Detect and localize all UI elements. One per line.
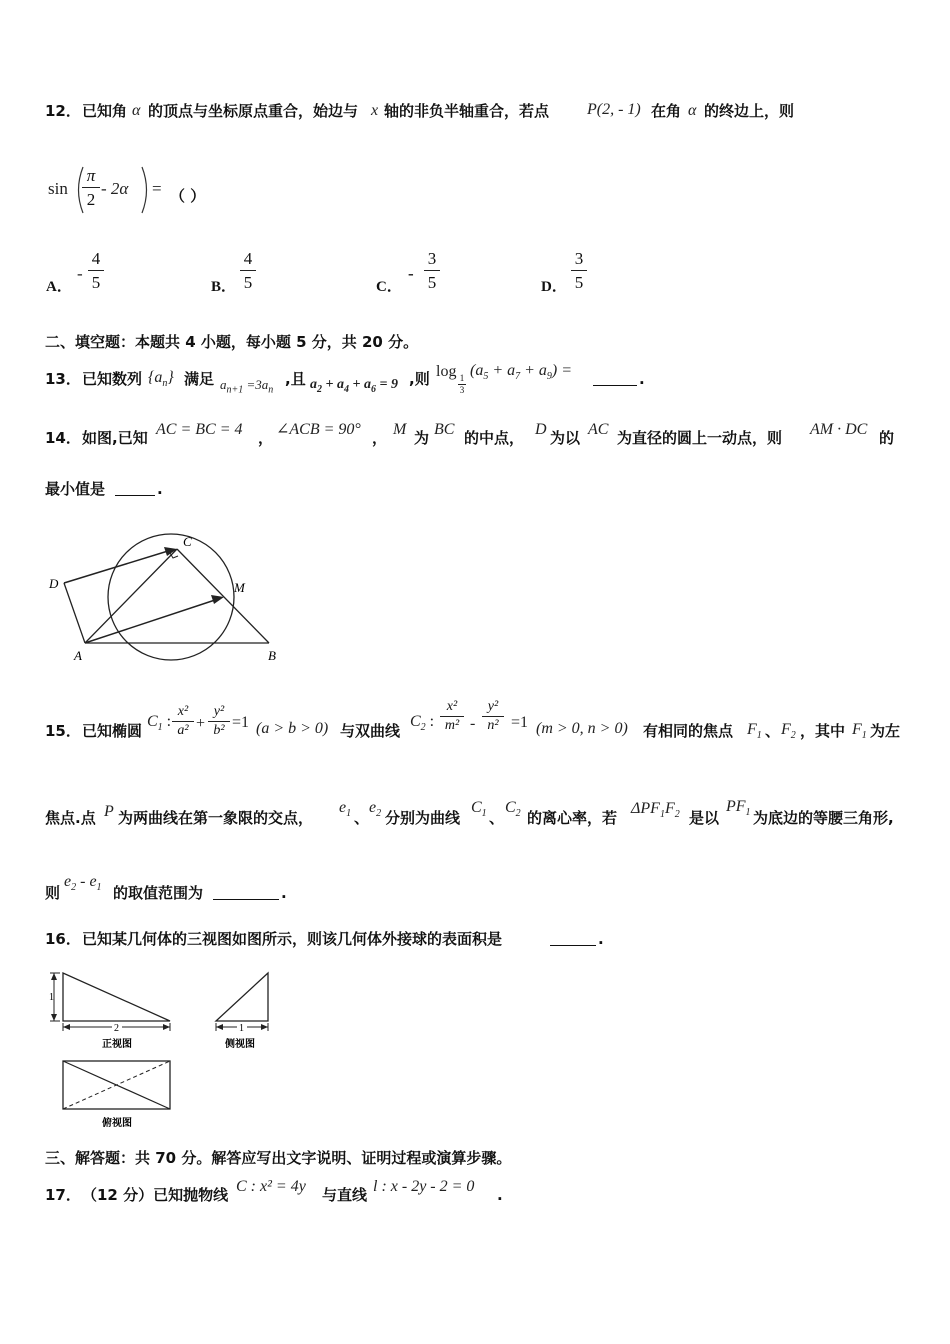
q12-point: P(2, - 1): [587, 101, 641, 118]
q12-two: 2: [86, 190, 96, 209]
q15-ellipse-eq: =1: [232, 714, 250, 731]
option-d-fraction: [571, 250, 587, 291]
option-a-den: 5: [91, 273, 101, 292]
q16-dim-side-width: 1: [239, 1023, 244, 1034]
q13-recurrence: $a_{n+1} =3a_n$: [220, 377, 274, 396]
q15-line3-text-2: 的取值范围为: [113, 884, 204, 902]
section-2-heading: 二、填空题：本题共 4 小题，每小题 5 分，共 20 分。: [45, 333, 419, 351]
q14-end: .: [157, 480, 163, 498]
q15-line2-text-5: 是以: [689, 809, 720, 827]
q15-f1-again: $F_1$: [852, 721, 867, 742]
q14-bc: BC: [434, 421, 455, 438]
q15-ellipse-x-term: [172, 705, 194, 738]
q15-line2-text-4: 的离心率，若: [527, 809, 618, 827]
q16-end: .: [598, 930, 604, 948]
q14-text-6: 的: [879, 429, 895, 447]
option-a-num: 4: [91, 249, 101, 268]
q15-triangle: $\Delta PF_1F_2$: [631, 800, 680, 821]
q16-top-view: [63, 1061, 170, 1129]
q13-number: 13．: [45, 370, 81, 388]
option-c-label: C．: [376, 279, 402, 295]
q12-equals: =: [152, 179, 162, 198]
q16-front-label: 正视图: [102, 1039, 132, 1050]
q13-sequence: $\{a_n\}$: [148, 369, 174, 390]
q14-ac-bc: AC = BC = 4: [156, 421, 243, 438]
q12-text-3: 轴的非负半轴重合，若点: [384, 102, 550, 120]
q13-log-base: [458, 374, 466, 395]
q12-sin: sin: [48, 179, 68, 198]
option-a-sign: -: [77, 264, 83, 283]
q15-ellipse-b2: b²: [213, 723, 225, 738]
q15-hyperbola-x2: x²: [446, 699, 458, 714]
q14-text-1: 如图,已知: [82, 429, 148, 447]
q15-pf1: $PF_1$: [726, 798, 751, 819]
q15-c1: $C_1$ :: [147, 713, 172, 734]
q13-text-3: ,且: [285, 370, 306, 388]
q14-label-a: A: [74, 648, 82, 663]
q15-line2-text-6: 为底边的等腰三角形,: [753, 809, 894, 827]
option-b-num: 4: [243, 249, 253, 268]
q15-p: P: [104, 803, 114, 820]
q15-sep: 、: [765, 722, 781, 740]
q15-ellipse-x2: x²: [177, 704, 189, 719]
q17-text-1: （12 分）已知抛物线: [82, 1186, 229, 1204]
q17-parabola: C : x² = 4y: [236, 1178, 306, 1195]
q16-three-views: [40, 965, 280, 1135]
q12-alpha-2: α: [688, 102, 697, 119]
q15-cond-2: (m > 0, n > 0): [536, 720, 628, 737]
q17-end: .: [497, 1186, 503, 1204]
q12-minus-2alpha: - 2α: [101, 179, 129, 198]
q14-vector-dc: [64, 551, 168, 583]
q14-label-m: M: [234, 580, 245, 595]
q15-curve-c1: $C_1$: [471, 799, 487, 820]
q15-f2: $F_2$: [781, 721, 796, 742]
q17-line: l : x - 2y - 2 = 0: [373, 1178, 475, 1195]
q15-hyperbola-x-term: [440, 700, 464, 733]
q13-sum: $a_2 + a_4 + a_6 = 9$: [310, 377, 398, 395]
q14-comma-2: ，: [372, 429, 388, 447]
option-d-label: D．: [541, 279, 567, 295]
option-b-fraction: [240, 250, 256, 291]
q14-text-3: 的中点，: [464, 429, 525, 447]
q14-right-angle-icon: [170, 553, 178, 558]
q15-f1: $F_1$: [747, 721, 762, 742]
q14-label-d: D: [49, 576, 59, 591]
q13-text-4: ,则: [409, 370, 430, 388]
q15-answer-blank[interactable]: [213, 899, 279, 900]
q14-text-4: 为以: [550, 429, 581, 447]
option-b-label: B．: [211, 279, 237, 295]
q15-e1: $e_1$: [339, 799, 352, 820]
q15-text-5: 为左: [870, 722, 901, 740]
q16-dim-front-width: 2: [114, 1023, 119, 1034]
q15-ellipse-plus: +: [196, 715, 206, 732]
q12-text-5: 的终边上，则: [704, 102, 795, 120]
q15-sep-3: 、: [489, 809, 505, 827]
q13-log-base-num: 1: [459, 373, 465, 383]
option-c-den: 5: [427, 273, 437, 292]
q15-text-3: 有相同的焦点: [643, 722, 734, 740]
option-d-num: 3: [574, 249, 584, 268]
q15-line2-text-3: 分别为曲线: [385, 809, 461, 827]
q14-segment-cb: [177, 549, 269, 643]
q14-d: D: [535, 421, 547, 438]
q15-curve-c2: $C_2$: [505, 799, 521, 820]
q16-side-label: 侧视图: [225, 1039, 255, 1050]
q15-hyperbola-n2: n²: [487, 718, 499, 733]
option-b-den: 5: [243, 273, 253, 292]
q16-side-view: [216, 973, 268, 1050]
q15-c2: $C_2$ :: [410, 713, 435, 734]
q12-answer-paren: （ ）: [170, 187, 206, 205]
q15-e2: $e_2$: [369, 799, 382, 820]
q14-segment-ad: [64, 583, 85, 643]
q14-comma-1: ，: [258, 429, 274, 447]
q13-end: .: [639, 370, 645, 388]
q16-dim-height: 1: [49, 992, 54, 1003]
option-c-num: 3: [427, 249, 437, 268]
q14-text-5: 为直径的圆上一动点，则: [617, 429, 783, 447]
q15-ellipse-a2: a²: [177, 723, 189, 738]
q12-pi-over-2: [82, 167, 100, 208]
q12-number: 12．: [45, 102, 81, 120]
q16-front-view: [49, 973, 170, 1050]
q15-hyperbola-m2: m²: [444, 718, 460, 733]
q16-text: 已知某几何体的三视图如图所示，则该几何体外接球的表面积是: [82, 930, 503, 948]
option-c-sign: -: [408, 264, 414, 283]
q15-ellipse-y2: y²: [213, 704, 225, 719]
q13-log-base-den: 3: [459, 385, 465, 395]
option-a-fraction: [88, 250, 104, 291]
q15-hyperbola-minus: -: [470, 715, 476, 732]
q14-answer-blank[interactable]: [115, 495, 155, 496]
q16-answer-blank[interactable]: [550, 945, 596, 946]
q15-line2-text-2: 为两曲线在第一象限的交点，: [118, 809, 314, 827]
option-c-fraction: [424, 250, 440, 291]
option-a-label: A．: [46, 279, 72, 295]
q15-hyperbola-y-term: [482, 700, 504, 733]
q15-number: 15．: [45, 722, 81, 740]
q13-text-2: 满足: [184, 370, 215, 388]
q14-vector-am: [85, 600, 215, 643]
q16-top-label: 俯视图: [102, 1118, 132, 1129]
q13-answer-blank[interactable]: [593, 385, 637, 386]
q15-hyperbola-y2: y²: [487, 699, 499, 714]
q14-ac: AC: [588, 421, 609, 438]
q12-x-var: x: [371, 102, 379, 119]
option-d-den: 5: [574, 273, 584, 292]
q14-text-2: 为: [414, 429, 430, 447]
q14-line-2: 最小值是: [45, 480, 106, 498]
q14-angle: ∠ACB = 90°: [276, 421, 361, 438]
q15-line3-text-1: 则: [45, 884, 61, 902]
q15-difference: $e_2 - e_1$: [64, 873, 102, 894]
q17-number: 17．: [45, 1186, 81, 1204]
q13-log-argument: $(a_5 + a_7 + a_9)$ =: [470, 362, 573, 383]
q15-sep-2: 、: [354, 809, 370, 827]
q17-text-2: 与直线: [322, 1186, 368, 1204]
q15-cond-1: (a > b > 0): [256, 720, 329, 737]
q16-number: 16．: [45, 930, 81, 948]
q13-text-1: 已知数列: [82, 370, 143, 388]
q15-text-1: 已知椭圆: [82, 722, 143, 740]
q15-text-2: 与双曲线: [340, 722, 401, 740]
q14-dot-product: AM · DC: [810, 421, 868, 438]
q12-alpha: α: [132, 102, 141, 119]
q15-hyperbola-eq: =1: [511, 714, 529, 731]
q15-text-4: ，其中: [800, 722, 846, 740]
q15-end: .: [281, 884, 287, 902]
q14-number: 14．: [45, 429, 81, 447]
q14-label-b: B: [268, 648, 276, 663]
q14-m: M: [393, 421, 407, 438]
q12-text-2: 的顶点与坐标原点重合，始边与: [148, 102, 359, 120]
q12-text-1: 已知角: [82, 102, 128, 120]
q14-arrow-am-icon: [211, 595, 224, 604]
q12-pi: π: [86, 166, 96, 185]
q14-label-c: C: [183, 534, 192, 549]
q14-figure: [40, 520, 290, 670]
q15-ellipse-y-term: [208, 705, 230, 738]
section-3-heading: 三、解答题：共 70 分。解答应写出文字说明、证明过程或演算步骤。: [45, 1149, 512, 1167]
q12-text-4: 在角: [651, 102, 682, 120]
q12-right-paren-icon: [140, 166, 152, 214]
q13-log: log: [436, 363, 457, 380]
q15-line2-text-1: 焦点.点: [45, 809, 96, 827]
